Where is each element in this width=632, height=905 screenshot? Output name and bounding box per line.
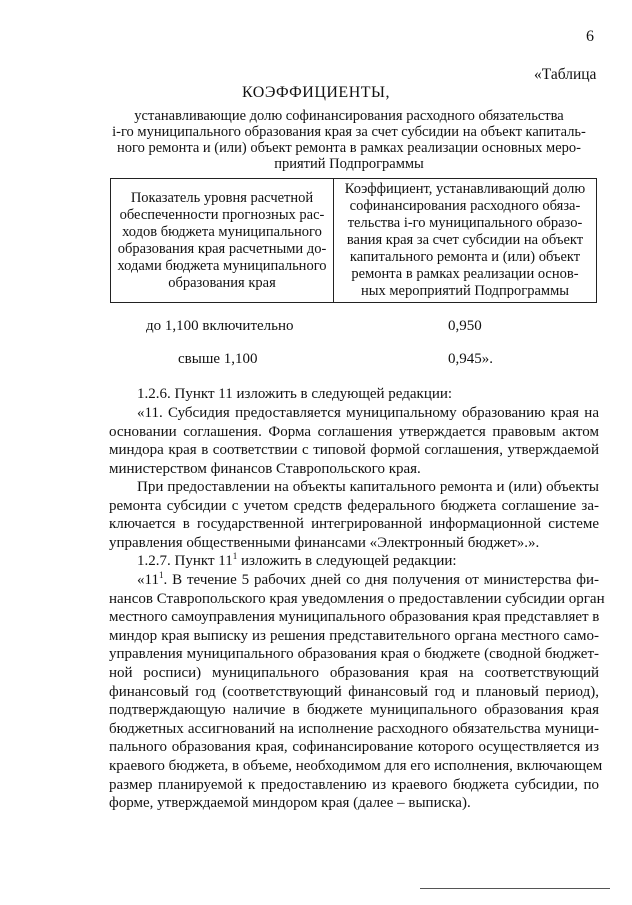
text-line (109, 552, 599, 571)
text-line: размер планируемой к предоставлению из краевого бюджета субсидии, по (109, 776, 599, 793)
text-line: ремонта субсидии с учетом средств федерального бюджета соглашение за- (109, 497, 599, 514)
header-line: Коэффициент, устанавливающий долю (344, 181, 586, 197)
header-line: ремонта в рамках реализации основ- (351, 266, 579, 282)
paragraph-1-2-6 (109, 385, 599, 404)
paragraph-extract-submission (109, 570, 605, 813)
row-indicator-1: до 1,100 включительно (146, 318, 294, 334)
subtitle-line: ного ремонта и (или) объект ремонта в рамках реализации основных меро- (117, 140, 581, 156)
header-line: ходов бюджета муниципального (122, 223, 322, 240)
text-line: миндора края в соответствии с типовой формой соглашения, утверждаемой (109, 442, 599, 459)
superscript: 1 (232, 551, 238, 561)
text-line: основании соглашения. Форма соглашения утверждается правовым актом (109, 423, 599, 440)
text-line: местного самоуправления муниципального образования края представляет в (109, 609, 600, 626)
document-title: КОЭФФИЦИЕНТЫ, (242, 84, 390, 101)
title-subtitle (100, 108, 598, 172)
text-fragment: «11 (137, 572, 159, 588)
paragraph-1-2-7 (109, 552, 599, 571)
header-line: софинансирования расходного обяза- (349, 198, 581, 214)
text-fragment: 1.2.7. Пункт 11 (137, 553, 233, 569)
text-line: бюджетных ассигнований на исполнение расходного обязательства муници- (109, 720, 599, 737)
header-line: обеспеченности прогнозных рас- (119, 206, 325, 223)
text-line: министерством финансов Ставропольского края. (109, 460, 421, 477)
subtitle-line: устанавливающие долю софинансирования расходного обязательства (134, 108, 564, 124)
paragraph-electronic-budget (109, 478, 599, 552)
text-line (109, 571, 599, 590)
page-number: 6 (586, 28, 594, 45)
text-line: ной росписи) муниципального образования края на соответствующий (109, 664, 599, 681)
text-line: «11. Субсидия предоставляется муниципальному образованию края на (137, 405, 599, 421)
text-line: управления муниципального образования края о бюджете (сводной бюджет- (109, 646, 599, 663)
text-fragment: . В течение 5 рабочих дней со дня получения от министерства фи- (163, 572, 599, 588)
text-line: краевого бюджета, в объеме, необходимом для его исполнения, включающем (109, 757, 603, 774)
text-line: управления общественными финансами «Электронный бюджет».». (109, 534, 540, 551)
row-indicator-2: свыше 1,100 (178, 351, 258, 367)
header-indicator (111, 179, 334, 303)
header-coefficient (334, 179, 597, 303)
text-line: форме, утверждаемой миндором края (далее – выписка). (109, 795, 471, 812)
text-line: ключается в государственной интегрированной информационной системе (109, 516, 599, 533)
header-line: капитального ремонта и (или) объект (349, 249, 581, 265)
text-line: При предоставлении на объекты капитального ремонта и (или) объекты (137, 479, 599, 495)
header-line: образования края (168, 274, 276, 291)
text-line: подтверждающую наличие в бюджете муниципального образования края (109, 702, 599, 719)
text-line: миндор края выписку из решения представительного органа местного само- (109, 627, 599, 644)
row-coefficient-1: 0,950 (448, 318, 482, 334)
table-label: «Таблица (534, 66, 597, 83)
text-line: нансов Ставропольского края уведомления о предоставлении субсидии орган (109, 590, 605, 607)
superscript: 1 (158, 570, 164, 580)
row-coefficient-2: 0,945». (448, 351, 493, 367)
header-line: Показатель уровня расчетной (130, 189, 314, 206)
header-line: образования края расчетными до- (117, 240, 327, 257)
subtitle-line: приятий Подпрограммы (274, 156, 424, 172)
table-header-row (111, 179, 597, 303)
text-fragment: изложить в следующей редакции: (237, 553, 457, 569)
header-line: вания края за счет субсидии на объект (346, 232, 584, 248)
paragraph-subsidy-agreement (109, 404, 599, 478)
subtitle-line: i-го муниципального образования края за счет субсидии на объект капиталь- (112, 124, 586, 140)
coefficient-table (110, 178, 597, 303)
header-line: ных мероприятий Подпрограммы (360, 283, 570, 299)
text-line: финансовый год (соответствующий финансовый год и плановый период), (109, 683, 599, 700)
header-line: ходами бюджета муниципального (117, 257, 327, 274)
text-line: 1.2.6. Пункт 11 изложить в следующей редакции: (137, 386, 453, 402)
header-line: тельства i-го муниципального образо- (347, 215, 583, 231)
page-bottom-rule (420, 888, 610, 889)
text-line: пального образования края, софинансирование которого осуществляется из (109, 739, 599, 756)
